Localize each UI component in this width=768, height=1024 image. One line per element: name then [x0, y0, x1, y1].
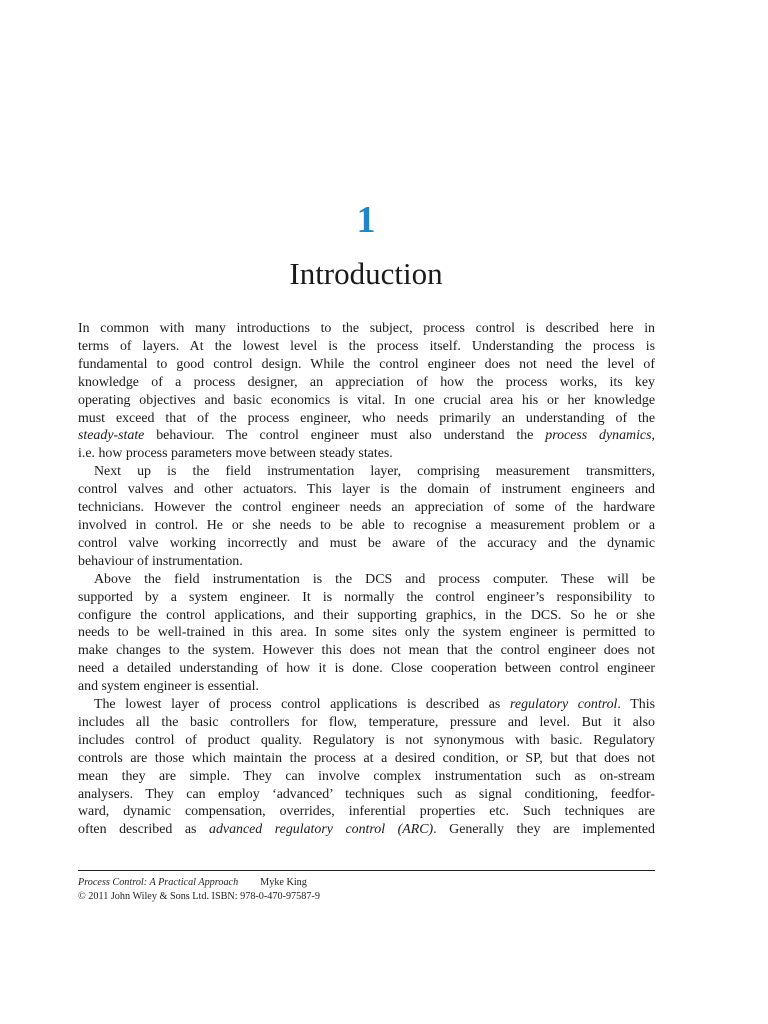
body-line: configure the control applications, and their supporting graphics, in the DCS. So he or she: [78, 607, 655, 623]
body-line: and system engineer is essential.: [78, 679, 259, 695]
body-line: mean they are simple. They can involve complex instrumentation such as on-stream: [78, 768, 655, 784]
body-text-run: . Generally they are implemented: [433, 822, 655, 838]
body-line: needs to be well-trained in this area. In some sites only the system engineer is permitted to: [78, 625, 655, 641]
body-line: operating objectives and basic economics is vital. In one crucial area his or her knowledge: [78, 392, 655, 408]
body-line: includes all the basic controllers for flow, temperature, pressure and level. But it also: [78, 714, 655, 730]
body-line: control valves and other actuators. This layer is the domain of instrument engineers and: [78, 482, 655, 498]
body-text-run: . This: [617, 697, 655, 713]
body-text-run: behaviour. The control engineer must also understand the: [144, 428, 546, 444]
body-line: i.e. how process parameters move between steady states.: [78, 446, 393, 462]
chapter-body-text: [78, 320, 655, 839]
footer-book-title: Process Control: A Practical Approach: [78, 877, 239, 888]
body-emphasis: advanced regulatory control (ARC): [209, 822, 434, 838]
body-emphasis: steady-state: [78, 428, 145, 444]
body-line: need a detailed understanding of how it is done. Close cooperation between control engineer: [78, 661, 655, 677]
body-line: [78, 427, 655, 445]
body-line: In common with many introductions to the subject, process control is described here in: [78, 321, 655, 336]
body-line: technicians. However the control engineer needs an appreciation of some of the hardware: [78, 500, 655, 516]
body-line: fundamental to good control design. While the control engineer does not need the level of: [78, 356, 655, 372]
body-line: knowledge of a process designer, an appreciation of how the process works, its key: [78, 374, 655, 390]
body-line: includes control of product quality. Regulatory is not synonymous with basic. Regulatory: [78, 732, 655, 748]
body-line: controls are those which maintain the process at a desired condition, or SP, but that does not: [78, 750, 655, 766]
body-line: make changes to the system. However this does not mean that the control engineer does not: [78, 643, 655, 659]
footer-copyright: © 2011 John Wiley & Sons Ltd. ISBN: 978-0-470-97587-9: [78, 891, 320, 902]
body-line: Next up is the field instrumentation layer, comprising measurement transmitters,: [94, 464, 655, 480]
body-line: involved in control. He or she needs to be able to recognise a measurement problem or a: [78, 517, 655, 533]
body-line: analysers. They can employ ‘advanced’ techniques such as signal conditioning, feedfor-: [78, 786, 655, 802]
footnote-rule: [78, 870, 655, 871]
body-text-run: ,: [651, 428, 655, 444]
body-line: Above the field instrumentation is the DCS and process computer. These will be: [94, 571, 655, 587]
body-text-run: The lowest layer of process control applications is described as: [94, 697, 511, 713]
body-line: must exceed that of the process engineer, who needs primarily an understanding of the: [78, 410, 655, 426]
body-line: terms of layers. At the lowest level is the process itself. Understanding the process is: [78, 338, 655, 354]
body-line: control valve working incorrectly and must be aware of the accuracy and the dynamic: [78, 535, 655, 551]
body-emphasis: regulatory control: [510, 697, 618, 713]
body-emphasis: process dynamics: [545, 428, 652, 444]
page-footer: [78, 876, 655, 904]
footer-author: Myke King: [260, 877, 307, 888]
chapter-title: Introduction: [289, 256, 443, 291]
body-line: [78, 696, 655, 714]
body-line: [78, 821, 655, 839]
body-line: supported by a system engineer. It is normally the control engineer’s responsibility to: [78, 589, 655, 605]
body-line: behaviour of instrumentation.: [78, 553, 243, 569]
body-line: ward, dynamic compensation, overrides, inferential properties etc. Such techniques are: [78, 804, 655, 820]
body-text-run: often described as: [78, 822, 210, 838]
footer-citation-row: [78, 876, 655, 890]
chapter-number: 1: [356, 199, 376, 241]
